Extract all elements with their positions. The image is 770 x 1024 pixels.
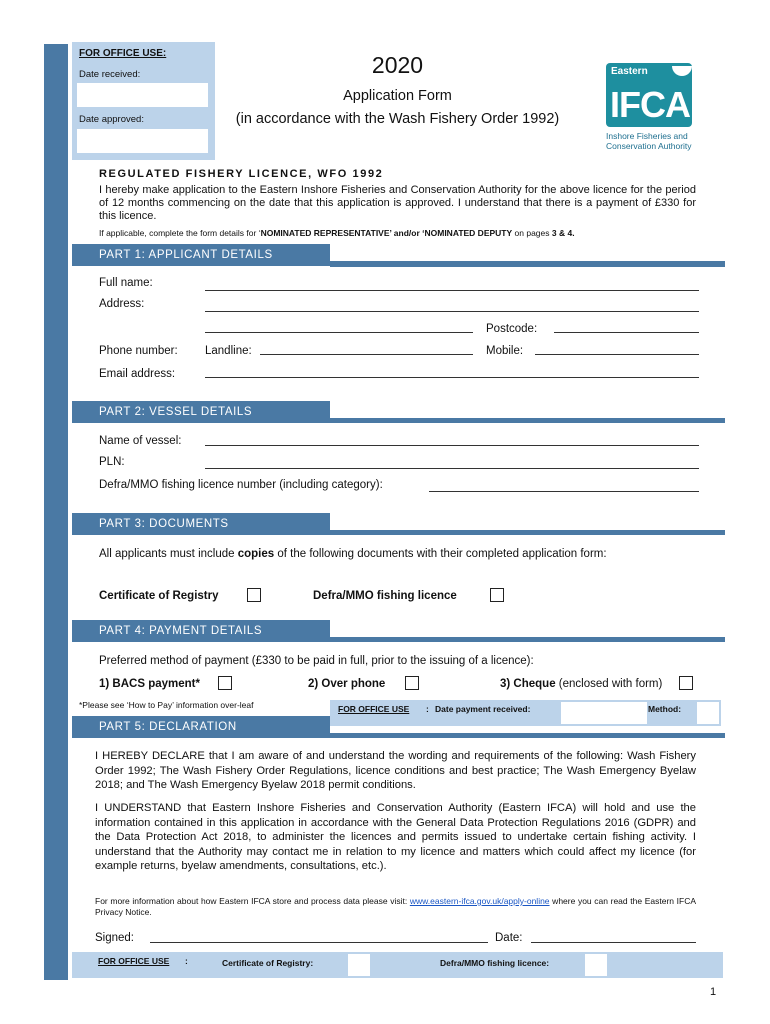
signature-field[interactable]: [150, 942, 488, 943]
logo-ifca-text: IFCA: [610, 84, 690, 125]
part2-header: PART 2: VESSEL DETAILS: [72, 401, 330, 423]
part4-header-line: [330, 637, 725, 642]
documents-instruction: [99, 548, 607, 560]
phone-label: Phone number:: [99, 345, 178, 357]
postcode-label: Postcode:: [486, 323, 538, 335]
fishing-licence-doc-label: Defra/MMO fishing licence: [313, 590, 457, 602]
left-decorative-bar: [44, 44, 68, 980]
address-label: Address:: [99, 298, 145, 310]
postcode-field[interactable]: [554, 332, 699, 333]
date-received-label: Date received:: [79, 69, 141, 80]
part2-header-line: [330, 418, 725, 423]
licence-number-label: Defra/MMO fishing licence number (including category):: [99, 479, 383, 491]
note-bold-deputy: NOMINATED DEPUTY: [424, 228, 513, 238]
email-label: Email address:: [99, 368, 176, 380]
certificate-registry-label: Certificate of Registry: [99, 590, 219, 602]
cheque-checkbox[interactable]: [679, 676, 693, 690]
part3-header: PART 3: DOCUMENTS: [72, 513, 330, 535]
method-field[interactable]: [697, 702, 719, 724]
footer-cert-label: Certificate of Registry:: [222, 958, 314, 968]
privacy-info: [95, 896, 696, 918]
over-phone-label: 2) Over phone: [308, 678, 386, 690]
signed-label: Signed:: [95, 932, 135, 944]
privacy-info-prefix: For more information about how Eastern IFCA store and process data please visit:: [95, 896, 410, 906]
logo-subtitle: [606, 131, 692, 151]
documents-text-prefix: All applicants must include: [99, 548, 238, 560]
note-suffix: on pages: [512, 228, 552, 238]
footer-office-use-label: FOR OFFICE USE: [98, 956, 170, 966]
page-number: 1: [710, 986, 717, 998]
date-approved-field[interactable]: [77, 129, 208, 153]
part3-header-line: [330, 530, 725, 535]
intro-text: I hereby make application to the Eastern Inshore Fisheries and Conservation Authority for the above licence for the period of 12 months commencing on the date that this application is approved. I understand that there is a payment of £330 for this licence.: [99, 184, 696, 222]
date-payment-label: Date payment received:: [435, 704, 531, 714]
part1-header-line: [330, 261, 725, 267]
date-received-field[interactable]: [77, 83, 208, 107]
vessel-name-label: Name of vessel:: [99, 435, 182, 447]
footer-licence-label: Defra/MMO fishing licence:: [440, 958, 550, 968]
landline-label: Landline:: [205, 345, 252, 357]
understand-text: I UNDERSTAND that Eastern Inshore Fisheries and Conservation Authority (Eastern IFCA) will hold and use the information contained in this application in accordance with the General Data Protection Regulations 2016 (GDPR) and the Data Protection Act 2018, to administer the licences and permits issued to undertake certain fishing activity. I understand that the Authority may contact me in relation to my licence and matters which could affect my licence (for example returns, byelaw amendments, consultations, etc.).: [95, 802, 696, 872]
part5-header-line: [330, 733, 725, 738]
licence-title: REGULATED FISHERY LICENCE, WFO 1992: [99, 168, 384, 180]
method-label: Method:: [648, 704, 682, 714]
part5-header: PART 5: DECLARATION: [72, 716, 330, 738]
payment-office-use-label: FOR OFFICE USE: [338, 704, 410, 714]
note-bold-representative: NOMINATED REPRESENTATIVE: [260, 228, 390, 238]
footer-cert-field[interactable]: [348, 954, 370, 976]
documents-text-bold: copies: [237, 548, 275, 560]
fishing-licence-doc-checkbox[interactable]: [490, 588, 504, 602]
payment-office-use-colon: :: [426, 704, 429, 714]
mobile-label: Mobile:: [486, 345, 524, 357]
declaration-date-field[interactable]: [531, 942, 696, 943]
date-payment-field[interactable]: [561, 702, 647, 724]
pln-field[interactable]: [205, 468, 699, 469]
footer-office-band: [72, 952, 723, 978]
documents-text-suffix: of the following documents with their completed application form:: [274, 548, 607, 560]
office-use-title: FOR OFFICE USE:: [79, 48, 167, 59]
privacy-info-suffix: where you can read the Eastern IFCA Privacy Notice.: [95, 896, 696, 917]
address-field-1[interactable]: [205, 311, 699, 312]
landline-field[interactable]: [260, 354, 473, 355]
address-field-2[interactable]: [205, 332, 473, 333]
cheque-label: [500, 678, 662, 690]
logo-eastern-text: Eastern: [611, 66, 648, 77]
logo-subtitle-line1: Inshore Fisheries and: [606, 131, 688, 141]
apply-online-link[interactable]: www.eastern-ifca.gov.uk/apply-online: [409, 896, 550, 906]
date-approved-label: Date approved:: [79, 114, 144, 125]
pln-label: PLN:: [99, 456, 125, 468]
note-prefix: If applicable, complete the form details for ‘: [99, 228, 261, 238]
form-year: 2020: [371, 52, 424, 78]
email-field[interactable]: [205, 377, 699, 378]
bacs-checkbox[interactable]: [218, 676, 232, 690]
note-pages: 3 & 4.: [551, 228, 575, 238]
logo-subtitle-line2: Conservation Authority: [606, 141, 692, 151]
part1-header: PART 1: APPLICANT DETAILS: [72, 244, 330, 266]
full-name-label: Full name:: [99, 277, 153, 289]
cheque-label-rest: (enclosed with form): [555, 678, 663, 690]
licence-number-field[interactable]: [429, 491, 699, 492]
footer-office-use-colon: :: [185, 956, 188, 966]
payment-preference-text: Preferred method of payment (£330 to be paid in full, prior to the issuing of a licence):: [99, 655, 534, 667]
how-to-pay-note: *Please see ‘How to Pay’ information over-leaf: [79, 700, 254, 710]
form-subtitle: (in accordance with the Wash Fishery Order 1992): [235, 111, 560, 127]
vessel-name-field[interactable]: [205, 445, 699, 446]
date-label: Date:: [495, 932, 523, 944]
mobile-field[interactable]: [535, 354, 699, 355]
declare-text: I HEREBY DECLARE that I am aware of and understand the wording and requirements of the following: Wash Fishery Order 1992; The Wash Fishery Order Regulations, licence conditions and best practice; The Wash Emergency Byelaw 2018; and The Wash Emergency Byelaw 2018 permit conditions.: [95, 750, 696, 791]
certificate-registry-checkbox[interactable]: [247, 588, 261, 602]
over-phone-checkbox[interactable]: [405, 676, 419, 690]
nominated-note: [99, 228, 699, 238]
part4-header: PART 4: PAYMENT DETAILS: [72, 620, 330, 642]
footer-licence-field[interactable]: [585, 954, 607, 976]
cheque-label-bold: 3) Cheque: [500, 678, 556, 690]
full-name-field[interactable]: [205, 290, 699, 291]
form-title: Application Form: [343, 88, 452, 104]
bacs-label: 1) BACS payment*: [99, 678, 200, 690]
note-mid: ’ and/or ‘: [389, 228, 425, 238]
